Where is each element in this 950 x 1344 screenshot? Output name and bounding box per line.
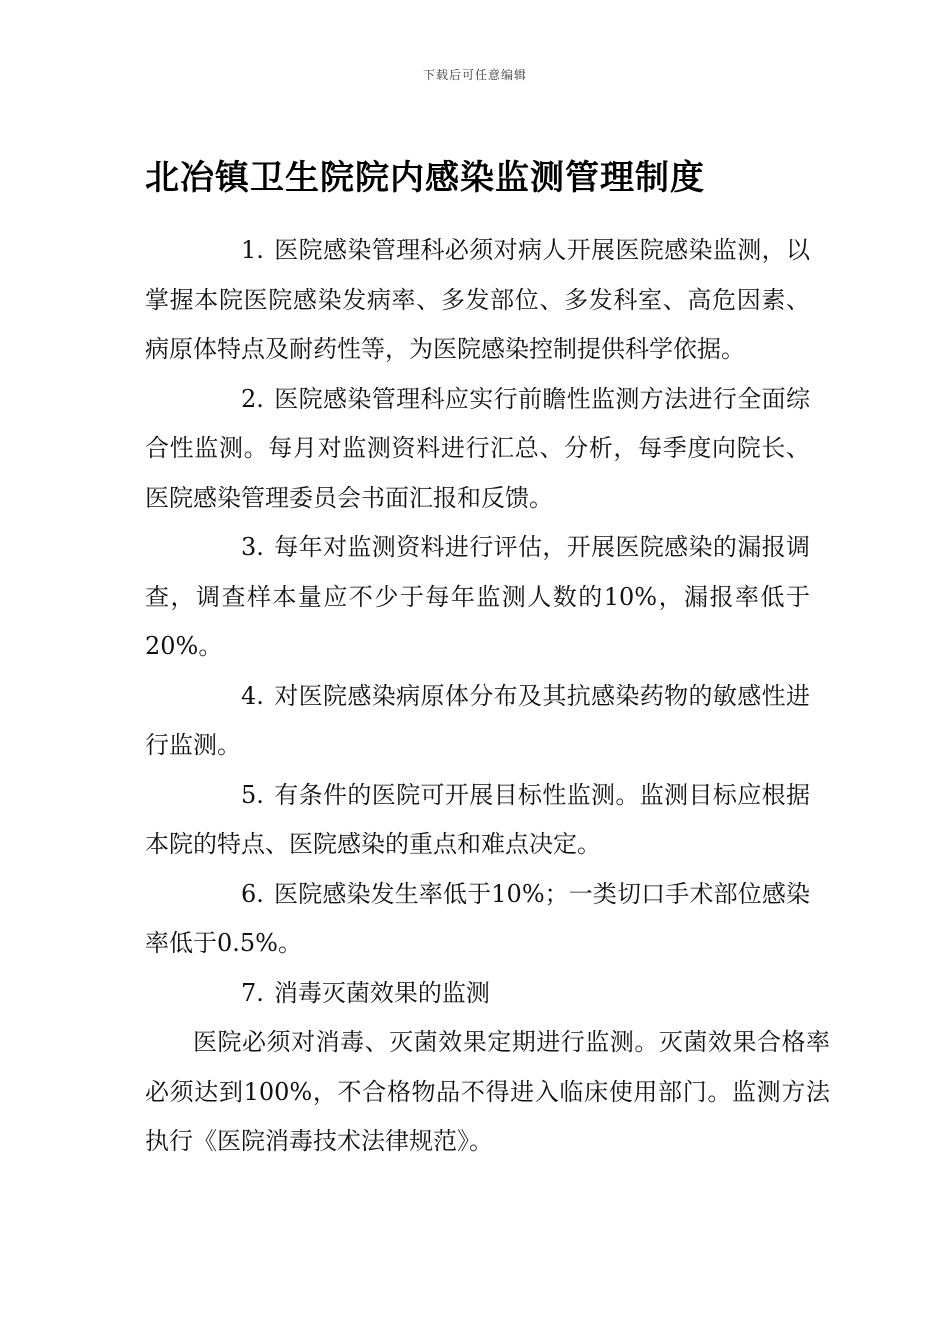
paragraph-1-text: 医院感染管理科必须对病人开展医院感染监测，以掌握本院医院感染发病率、多发部位、多发科室、高危因素、病原体特点及耐药性等，为医院感染控制提供科学依据。 (145, 236, 810, 363)
paragraph-6-text: 医院感染发生率低于10%；一类切口手术部位感染率低于0.5%。 (145, 879, 810, 957)
paragraph-6 (145, 870, 810, 969)
paragraph-1-number: 1. (241, 236, 264, 264)
paragraph-1 (145, 226, 810, 375)
paragraph-4 (145, 672, 810, 771)
paragraph-7-number: 7. (241, 978, 264, 1007)
paragraph-5-text: 有条件的医院可开展目标性监测。监测目标应根据本院的特点、医院感染的重点和难点决定。 (145, 780, 810, 858)
page-header-note: 下载后可任意编辑 (422, 68, 527, 82)
paragraph-7-detail (145, 1018, 830, 1167)
document-body (145, 226, 830, 1167)
paragraph-3-number: 3. (241, 533, 264, 561)
paragraph-4-number: 4. (241, 681, 264, 710)
paragraph-2-number: 2. (241, 384, 264, 413)
paragraph-7 (145, 969, 810, 1019)
paragraph-7-detail-text: 医院必须对消毒、灭菌效果定期进行监测。灭菌效果合格率必须达到100%，不合格物品不得进入临床使用部门。监测方法执行《医院消毒技术法律规范》。 (145, 1028, 830, 1155)
document-title: 北冶镇卫生院院内感染监测管理制度 (145, 158, 705, 198)
paragraph-5 (145, 771, 810, 870)
paragraph-7-text: 消毒灭菌效果的监测 (273, 978, 490, 1007)
paragraph-2-text: 医院感染管理科应实行前瞻性监测方法进行全面综合性监测。每月对监测资料进行汇总、分析，每季度向院长、医院感染管理委员会书面汇报和反馈。 (145, 384, 810, 512)
paragraph-2 (145, 375, 810, 524)
paragraph-3-text: 每年对监测资料进行评估，开展医院感染的漏报调查，调查样本量应不少于每年监测人数的10%，漏报率低于20%。 (145, 533, 810, 660)
paragraph-5-number: 5. (241, 780, 264, 809)
paragraph-3 (145, 523, 810, 672)
paragraph-6-number: 6. (241, 879, 264, 908)
paragraph-4-text: 对医院感染病原体分布及其抗感染药物的敏感性进行监测。 (145, 681, 810, 759)
